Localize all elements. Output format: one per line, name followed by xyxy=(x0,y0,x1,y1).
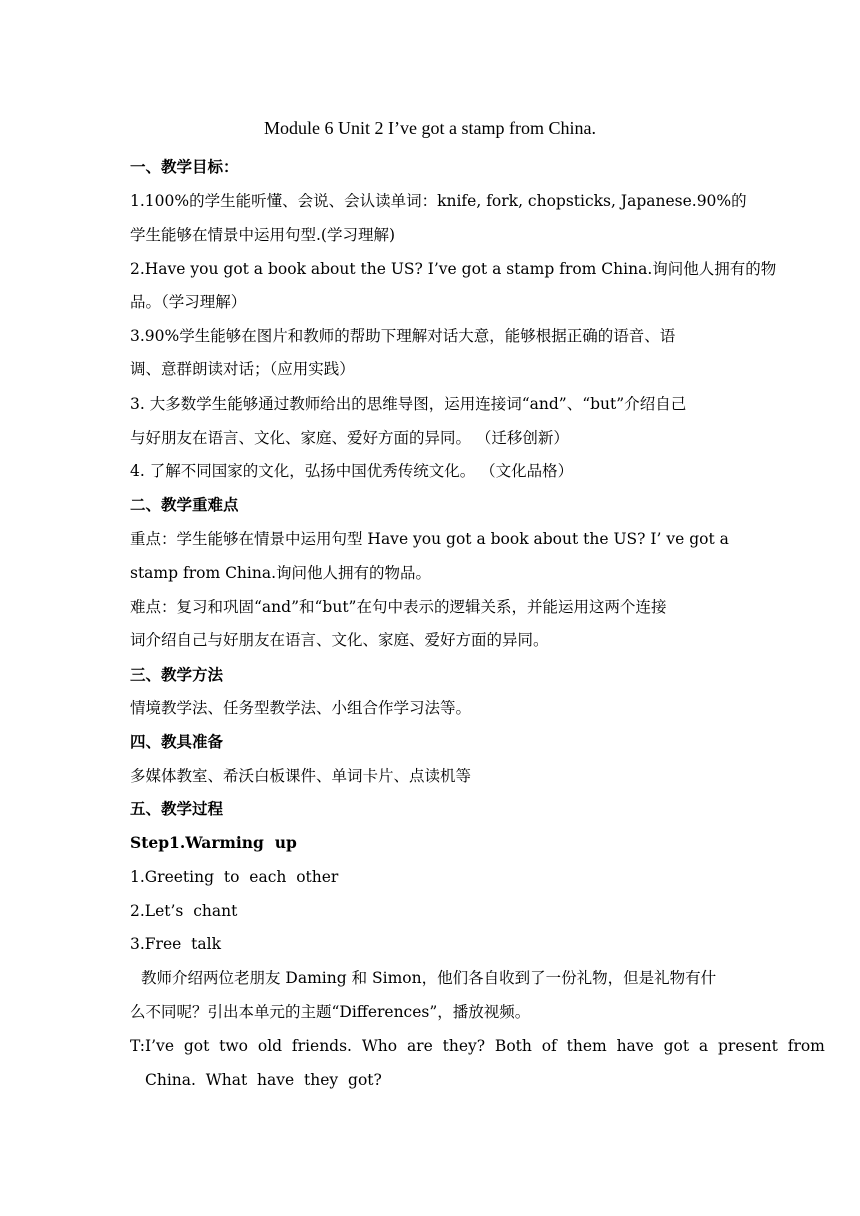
teacher-line-2: China. What have they got? xyxy=(145,1071,382,1089)
step1-item-greeting: 1.Greeting to each other xyxy=(130,868,339,886)
objective-2-line-2: 品。（学习理解） xyxy=(130,293,247,311)
step1-item-chant: 2.Let’s chant xyxy=(130,902,238,920)
step1-heading: Step1.Warming up xyxy=(130,833,297,852)
difficulty-line-1: 难点：复习和巩固“and”和“but”在句中表示的逻辑关系，并能运用这两个连接 xyxy=(130,598,667,616)
objective-5-line-1: 4. 了解不同国家的文化，弘扬中国优秀传统文化。 （文化品格） xyxy=(130,462,574,480)
objective-4-line-2: 与好朋友在语言、文化、家庭、爱好方面的异同。 （迁移创新） xyxy=(130,429,569,447)
tools-heading: 四、教具准备 xyxy=(130,732,224,751)
document-title: Module 6 Unit 2 I’ve got a stamp from China. xyxy=(264,118,596,138)
methods-heading: 三、教学方法 xyxy=(130,665,224,684)
tools-text: 多媒体教室、希沃白板课件、单词卡片、点读机等 xyxy=(130,767,472,785)
process-heading: 五、教学过程 xyxy=(130,799,224,818)
step1-item-free-talk: 3.Free talk xyxy=(130,935,221,953)
objective-2-line-1: 2.Have you got a book about the US? I’ve got a stamp from China.询问他人拥有的物 xyxy=(130,260,777,278)
intro-line-1: 教师介绍两位老朋友 Daming 和 Simon，他们各自收到了一份礼物，但是礼物有什 xyxy=(141,969,717,987)
objective-4-line-1: 3. 大多数学生能够通过教师给出的思维导图，运用连接词“and”、“but”介绍自己 xyxy=(130,395,687,413)
intro-line-2: 么不同呢？引出本单元的主题“Differences”，播放视频。 xyxy=(130,1003,531,1021)
teacher-line-1: T:I’ve got two old friends. Who are they? Both of them have got a present from xyxy=(130,1037,825,1055)
objective-3-line-2: 调、意群朗读对话；（应用实践） xyxy=(130,360,355,378)
objective-1-line-1: 1.100%的学生能听懂、会说、会认读单词：knife, fork, chopsticks, Japanese.90%的 xyxy=(130,192,747,210)
objective-3-line-1: 3.90%学生能够在图片和教师的帮助下理解对话大意，能够根据正确的语音、语 xyxy=(130,327,676,345)
objective-1-line-2: 学生能够在情景中运用句型.(学习理解) xyxy=(130,226,396,244)
key-point-line-2: stamp from China.询问他人拥有的物品。 xyxy=(130,564,432,582)
key-point-line-1: 重点：学生能够在情景中运用句型 Have you got a book about the US? I’ ve got a xyxy=(130,530,729,548)
methods-text: 情境教学法、任务型教学法、小组合作学习法等。 xyxy=(130,699,472,717)
difficulty-line-2: 词介绍自己与好朋友在语言、文化、家庭、爱好方面的异同。 xyxy=(130,631,549,649)
objectives-heading: 一、教学目标： xyxy=(130,157,239,176)
keypoints-heading: 二、教学重难点 xyxy=(130,495,239,514)
